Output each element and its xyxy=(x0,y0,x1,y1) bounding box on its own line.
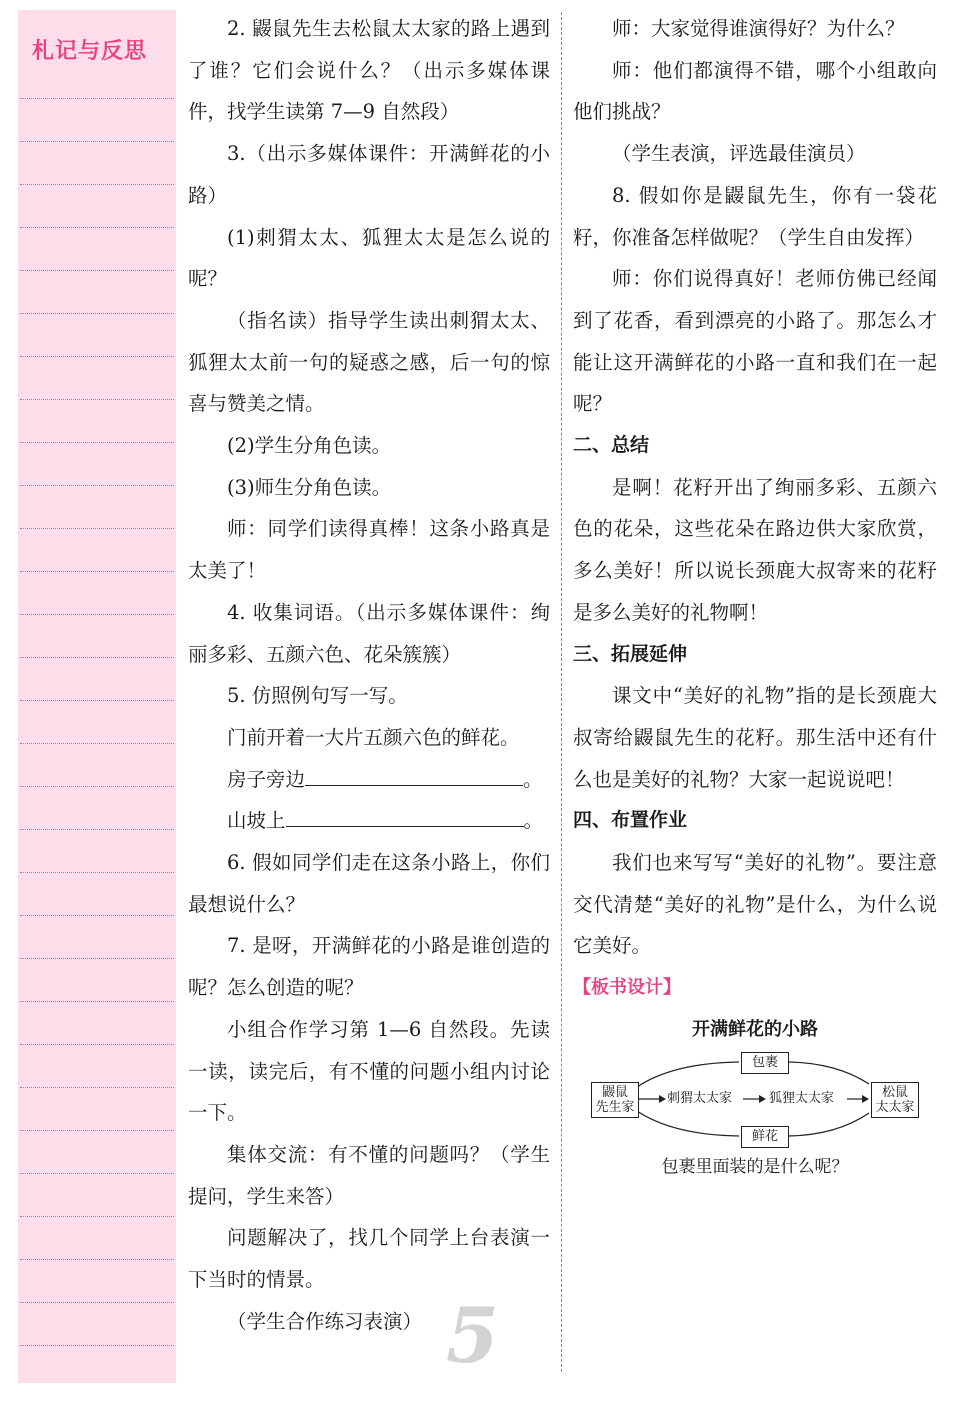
left-column xyxy=(188,8,550,1343)
section-heading: 三、拓展延伸 xyxy=(573,642,688,665)
blank-prefix: 房子旁边 xyxy=(227,767,306,791)
paragraph: （学生表演，评选最佳演员） xyxy=(612,142,866,166)
notes-sidebar xyxy=(18,10,176,1383)
note-line xyxy=(20,313,174,314)
blank-end: 。 xyxy=(523,767,543,791)
paragraph: 是啊！花籽开出了绚丽多彩、五颜六色的花朵，这些花朵在路边供大家欣赏，多么美好！所以说长颈鹿大叔寄来的花籽是多么美好的礼物啊！ xyxy=(573,475,937,624)
paragraph: (2)学生分角色读。 xyxy=(227,434,392,458)
column-divider xyxy=(561,12,562,1372)
paragraph: 2. 鼹鼠先生去松鼠太太家的路上遇到了谁？它们会说什么？（出示多媒体课件，找学生读第 7—9 自然段） xyxy=(188,17,550,124)
note-line xyxy=(20,528,174,529)
paragraph: 4. 收集词语。（出示多媒体课件：绚丽多彩、五颜六色、花朵簇簇） xyxy=(188,600,550,666)
paragraph: 我们也来写写“美好的礼物”。要注意交代清楚“美好的礼物”是什么，为什么说它美好。 xyxy=(573,851,937,958)
note-line xyxy=(20,1302,174,1303)
blank-end: 。 xyxy=(523,809,544,833)
board-diagram xyxy=(573,1051,937,1147)
note-line xyxy=(20,1044,174,1045)
note-line xyxy=(20,399,174,400)
board-question: 包裹里面装的是什么呢？ xyxy=(661,1156,849,1177)
paragraph: 5. 仿照例句写一写。 xyxy=(227,684,408,708)
note-line xyxy=(20,227,174,228)
paragraph: 师：大家觉得谁演得好？为什么？ xyxy=(612,17,905,40)
note-line xyxy=(20,614,174,615)
paragraph: 小组合作学习第 1—6 自然段。先读一读，读完后，有不懂的问题小组内讨论一下。 xyxy=(188,1017,550,1125)
answer-blank[interactable] xyxy=(305,763,523,786)
paragraph: 师：他们都演得不错，哪个小组敢向他们挑战？ xyxy=(573,58,937,124)
paragraph: (3)师生分角色读。 xyxy=(227,475,392,499)
box-flowers: 鲜花 xyxy=(741,1126,789,1148)
note-line xyxy=(20,1001,174,1002)
arc-bottom-right xyxy=(789,1113,869,1136)
note-line xyxy=(20,1216,174,1217)
note-line xyxy=(20,270,174,271)
fill-blank-row xyxy=(188,759,550,801)
arc-top-left xyxy=(637,1062,739,1087)
paragraph: 3.（出示多媒体课件：开满鲜花的小路） xyxy=(188,142,550,207)
box-package: 包裹 xyxy=(741,1052,789,1074)
note-line xyxy=(20,958,174,959)
note-line xyxy=(20,1130,174,1131)
box-mole-home: 鼹鼠 先生家 xyxy=(591,1082,639,1118)
arrow-head-3 xyxy=(862,1095,869,1103)
paragraph: 6. 假如同学们走在这条小路上，你们最想说什么？ xyxy=(188,851,550,916)
section-heading: 四、布置作业 xyxy=(573,809,688,832)
note-line xyxy=(20,571,174,572)
note-line xyxy=(20,356,174,357)
note-line xyxy=(20,915,174,916)
note-line xyxy=(20,1173,174,1174)
label-fox-home: 狐狸太太家 xyxy=(769,1090,835,1106)
note-line xyxy=(20,485,174,486)
arc-top-right xyxy=(789,1062,869,1084)
paragraph: 师：你们说得真好！老师仿佛已经闻到了花香，看到漂亮的小路了。那怎么才能让这开满鲜花的小路一直和我们在一起呢？ xyxy=(573,267,937,416)
note-line xyxy=(20,1259,174,1260)
box-squirrel-home: 松鼠 太太家 xyxy=(871,1082,919,1118)
paragraph: (1)刺猬太太、狐狸太太是怎么说的呢？ xyxy=(188,225,550,291)
section-heading: 二、总结 xyxy=(573,434,650,457)
paragraph: 8. 假如你是鼹鼠先生，你有一袋花籽，你准备怎样做呢？（学生自由发挥） xyxy=(573,183,937,249)
note-line xyxy=(20,743,174,744)
paragraph: 7. 是呀，开满鲜花的小路是谁创造的呢？怎么创造的呢？ xyxy=(188,934,550,1000)
note-line xyxy=(20,141,174,142)
right-column xyxy=(573,8,937,1188)
blank-prefix: 山坡上 xyxy=(227,809,286,833)
note-line xyxy=(20,1087,174,1088)
arrow-head-2 xyxy=(759,1095,766,1103)
paragraph: 集体交流：有不懂的问题吗？（学生提问，学生来答） xyxy=(188,1142,550,1208)
answer-blank[interactable] xyxy=(286,804,524,827)
paragraph: 课文中“美好的礼物”指的是长颈鹿大叔寄给鼹鼠先生的花籽。那生活中还有什么也是美好的礼物？大家一起说说吧！ xyxy=(573,684,937,791)
note-line xyxy=(20,184,174,185)
paragraph: （学生合作练习表演） xyxy=(227,1309,423,1333)
note-line xyxy=(20,98,174,99)
note-line xyxy=(20,829,174,830)
note-line xyxy=(20,872,174,873)
fill-blank-row xyxy=(188,800,550,842)
paragraph: 师：同学们读得真棒！这条小路真是太美了！ xyxy=(188,517,550,583)
note-line xyxy=(20,700,174,701)
board-design-title: 开满鲜花的小路 xyxy=(692,1018,818,1040)
note-line xyxy=(20,786,174,787)
board-design-label: 【板书设计】 xyxy=(573,977,681,999)
arc-bottom-left xyxy=(637,1111,739,1136)
sidebar-title: 札记与反思 xyxy=(32,39,148,64)
note-line xyxy=(20,1345,174,1346)
paragraph: （指名读）指导学生读出刺猬太太、狐狸太太前一句的疑惑之感，后一句的惊喜与赞美之情。 xyxy=(188,308,550,416)
arrow-head-1 xyxy=(659,1095,666,1103)
example-sentence: 门前开着一大片五颜六色的鲜花。 xyxy=(227,725,520,749)
page-number: 5 xyxy=(446,1291,499,1380)
label-hedgehog-home: 刺猬太太家 xyxy=(667,1090,733,1106)
note-line xyxy=(20,442,174,443)
paragraph: 问题解决了，找几个同学上台表演一下当时的情景。 xyxy=(188,1226,550,1292)
note-line xyxy=(20,657,174,658)
